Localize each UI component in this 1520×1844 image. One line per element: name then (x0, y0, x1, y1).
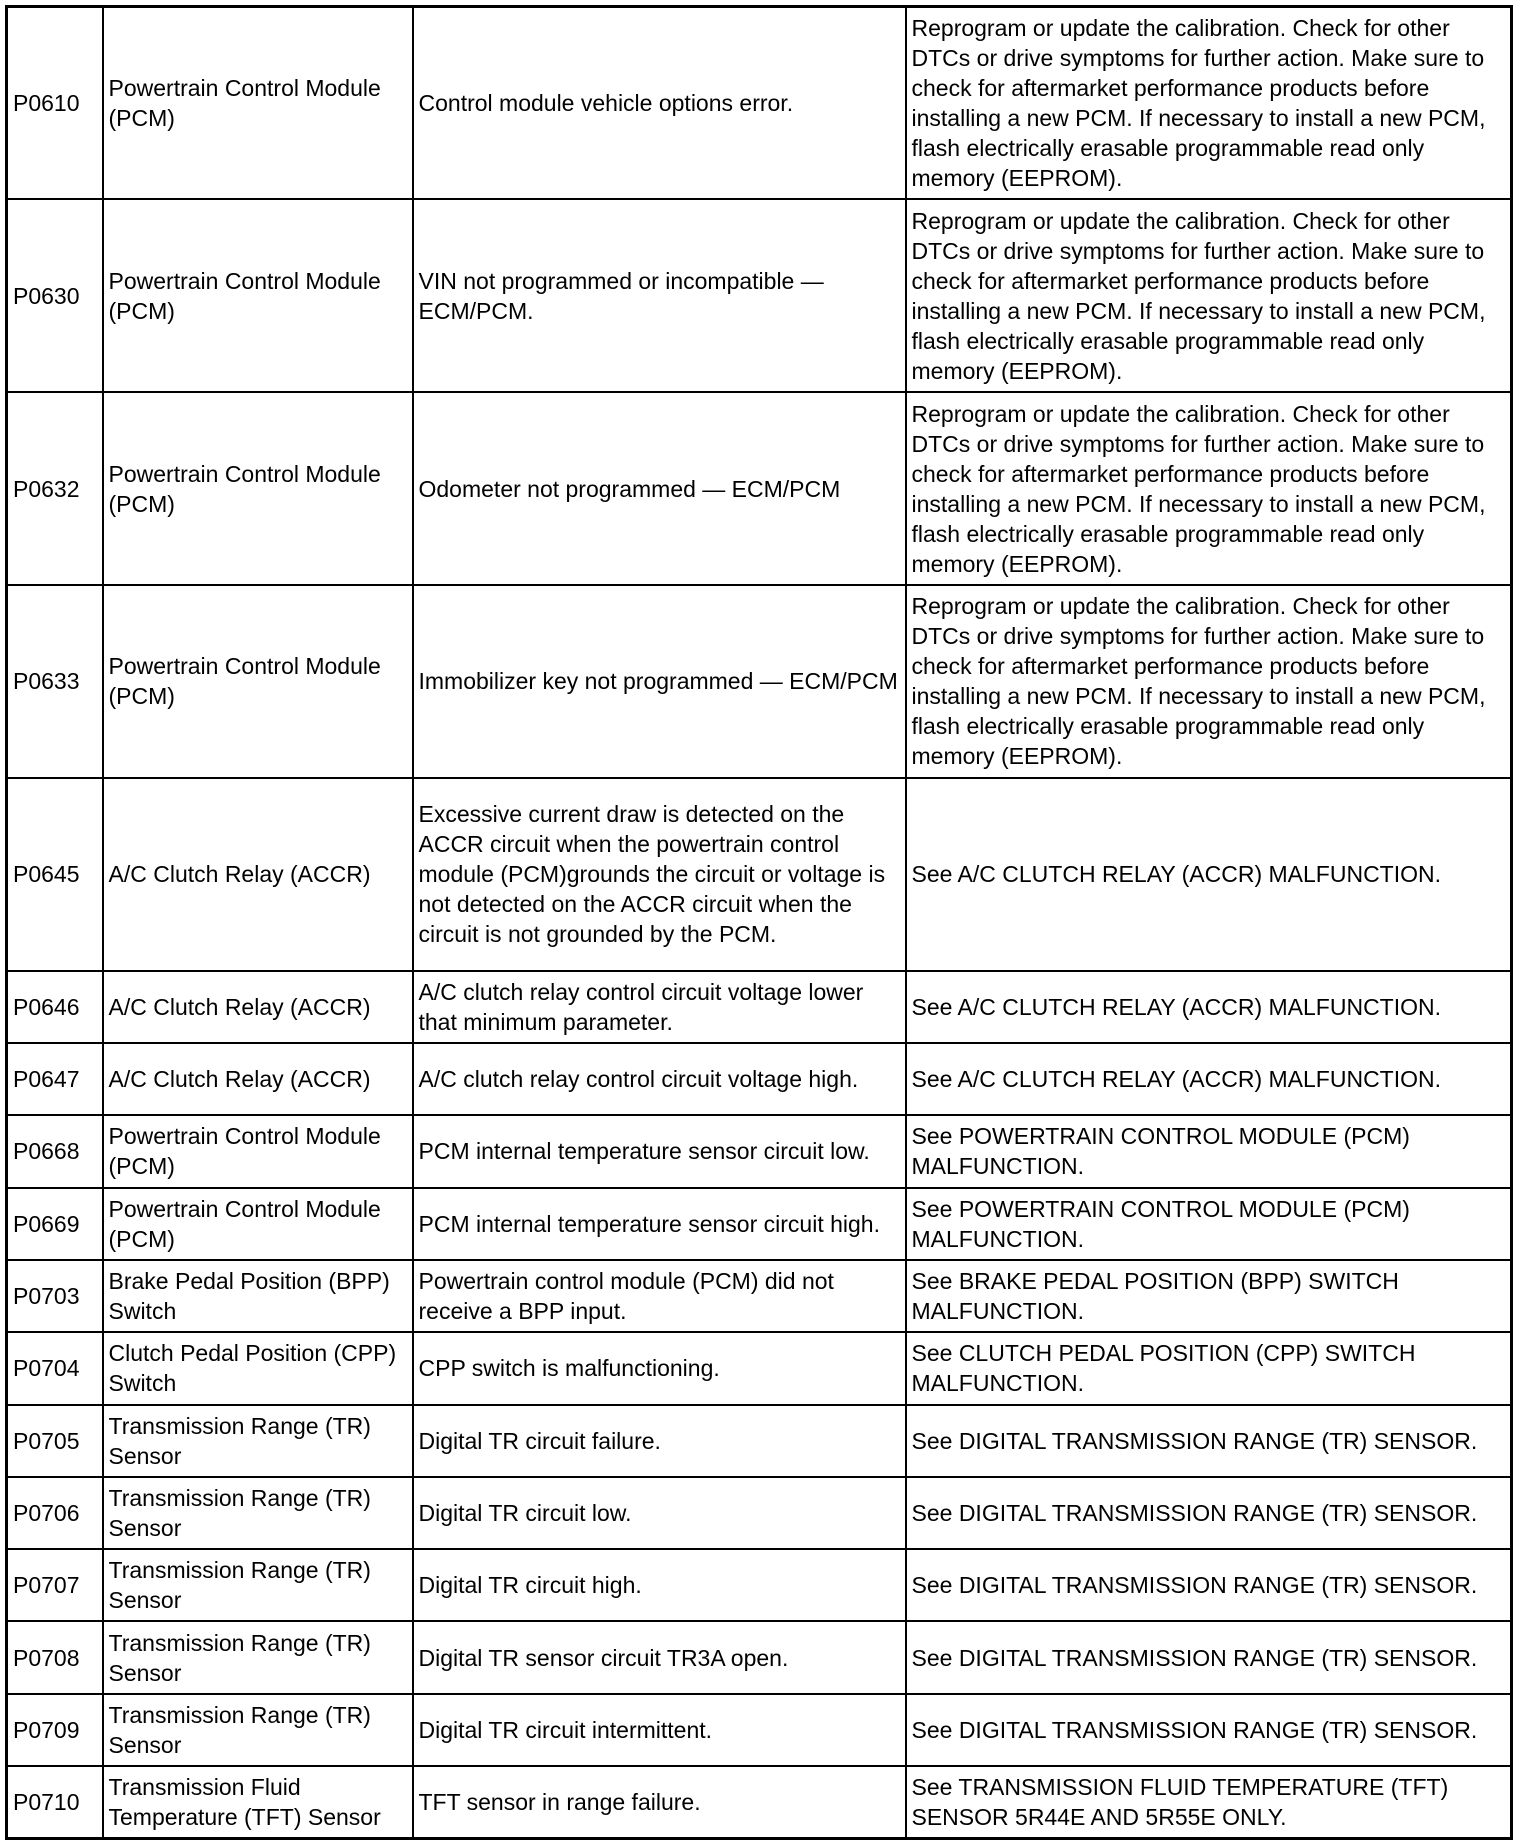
action-cell: See A/C CLUTCH RELAY (ACCR) MALFUNCTION. (906, 1043, 1512, 1115)
description-cell: Control module vehicle options error. (413, 7, 906, 200)
action-cell: See POWERTRAIN CONTROL MODULE (PCM) MALFUNCTION. (906, 1188, 1512, 1260)
table-row (7, 1405, 1512, 1477)
description-cell: Excessive current draw is detected on the ACCR circuit when the powertrain control module (PCM)grounds the circuit or voltage is not detected on the ACCR circuit when the circuit is not grounded by the PCM. (413, 778, 906, 971)
dtc-code-cell: P0704 (7, 1332, 103, 1404)
table-row (7, 392, 1512, 585)
system-cell: Transmission Range (TR) Sensor (103, 1549, 413, 1621)
system-cell: Powertrain Control Module (PCM) (103, 1188, 413, 1260)
description-cell: Digital TR sensor circuit TR3A open. (413, 1621, 906, 1693)
action-cell: See DIGITAL TRANSMISSION RANGE (TR) SENSOR. (906, 1694, 1512, 1766)
table-row (7, 585, 1512, 778)
description-cell: Powertrain control module (PCM) did not receive a BPP input. (413, 1260, 906, 1332)
table-row (7, 1332, 1512, 1404)
dtc-table-body (7, 7, 1512, 1839)
system-cell: Transmission Range (TR) Sensor (103, 1621, 413, 1693)
table-row (7, 1477, 1512, 1549)
dtc-code-cell: P0668 (7, 1115, 103, 1187)
description-cell: Digital TR circuit failure. (413, 1405, 906, 1477)
action-cell: See BRAKE PEDAL POSITION (BPP) SWITCH MALFUNCTION. (906, 1260, 1512, 1332)
description-cell: VIN not programmed or incompatible — ECM/PCM. (413, 199, 906, 392)
table-row (7, 1115, 1512, 1187)
table-row (7, 1549, 1512, 1621)
description-cell: Digital TR circuit high. (413, 1549, 906, 1621)
action-cell: Reprogram or update the calibration. Check for other DTCs or drive symptoms for further action. Make sure to check for aftermarket performance products before installing a new PCM. If necessary to install a new PCM, flash electrically erasable programmable read only memory (EEPROM). (906, 199, 1512, 392)
dtc-code-cell: P0669 (7, 1188, 103, 1260)
description-cell: A/C clutch relay control circuit voltage high. (413, 1043, 906, 1115)
dtc-code-cell: P0645 (7, 778, 103, 971)
system-cell: Clutch Pedal Position (CPP) Switch (103, 1332, 413, 1404)
description-cell: A/C clutch relay control circuit voltage lower that minimum parameter. (413, 971, 906, 1043)
dtc-code-cell: P0703 (7, 1260, 103, 1332)
table-row (7, 1766, 1512, 1838)
action-cell: See POWERTRAIN CONTROL MODULE (PCM) MALFUNCTION. (906, 1115, 1512, 1187)
system-cell: Powertrain Control Module (PCM) (103, 392, 413, 585)
system-cell: Transmission Range (TR) Sensor (103, 1405, 413, 1477)
description-cell: CPP switch is malfunctioning. (413, 1332, 906, 1404)
table-row (7, 971, 1512, 1043)
dtc-code-cell: P0632 (7, 392, 103, 585)
dtc-code-cell: P0706 (7, 1477, 103, 1549)
action-cell: See TRANSMISSION FLUID TEMPERATURE (TFT) SENSOR 5R44E AND 5R55E ONLY. (906, 1766, 1512, 1838)
action-cell: Reprogram or update the calibration. Check for other DTCs or drive symptoms for further action. Make sure to check for aftermarket performance products before installing a new PCM. If necessary to install a new PCM, flash electrically erasable programmable read only memory (EEPROM). (906, 7, 1512, 200)
description-cell: PCM internal temperature sensor circuit low. (413, 1115, 906, 1187)
dtc-code-cell: P0646 (7, 971, 103, 1043)
system-cell: A/C Clutch Relay (ACCR) (103, 778, 413, 971)
action-cell: Reprogram or update the calibration. Check for other DTCs or drive symptoms for further action. Make sure to check for aftermarket performance products before installing a new PCM. If necessary to install a new PCM, flash electrically erasable programmable read only memory (EEPROM). (906, 585, 1512, 778)
dtc-code-cell: P0610 (7, 7, 103, 200)
table-row (7, 1188, 1512, 1260)
description-cell: Digital TR circuit intermittent. (413, 1694, 906, 1766)
table-row (7, 7, 1512, 200)
action-cell: Reprogram or update the calibration. Check for other DTCs or drive symptoms for further action. Make sure to check for aftermarket performance products before installing a new PCM. If necessary to install a new PCM, flash electrically erasable programmable read only memory (EEPROM). (906, 392, 1512, 585)
dtc-table-page (5, 5, 1510, 1840)
system-cell: Powertrain Control Module (PCM) (103, 199, 413, 392)
action-cell: See A/C CLUTCH RELAY (ACCR) MALFUNCTION. (906, 778, 1512, 971)
table-row (7, 778, 1512, 971)
dtc-code-cell: P0633 (7, 585, 103, 778)
system-cell: Powertrain Control Module (PCM) (103, 7, 413, 200)
description-cell: Immobilizer key not programmed — ECM/PCM (413, 585, 906, 778)
system-cell: Transmission Range (TR) Sensor (103, 1694, 413, 1766)
system-cell: Transmission Range (TR) Sensor (103, 1477, 413, 1549)
system-cell: Powertrain Control Module (PCM) (103, 585, 413, 778)
action-cell: See DIGITAL TRANSMISSION RANGE (TR) SENSOR. (906, 1477, 1512, 1549)
system-cell: A/C Clutch Relay (ACCR) (103, 1043, 413, 1115)
table-row (7, 1043, 1512, 1115)
dtc-code-cell: P0630 (7, 199, 103, 392)
description-cell: PCM internal temperature sensor circuit high. (413, 1188, 906, 1260)
action-cell: See DIGITAL TRANSMISSION RANGE (TR) SENSOR. (906, 1549, 1512, 1621)
table-row (7, 1694, 1512, 1766)
description-cell: Digital TR circuit low. (413, 1477, 906, 1549)
dtc-code-cell: P0707 (7, 1549, 103, 1621)
action-cell: See A/C CLUTCH RELAY (ACCR) MALFUNCTION. (906, 971, 1512, 1043)
table-row (7, 199, 1512, 392)
system-cell: A/C Clutch Relay (ACCR) (103, 971, 413, 1043)
dtc-code-cell: P0710 (7, 1766, 103, 1838)
system-cell: Transmission Fluid Temperature (TFT) Sensor (103, 1766, 413, 1838)
table-row (7, 1260, 1512, 1332)
system-cell: Powertrain Control Module (PCM) (103, 1115, 413, 1187)
system-cell: Brake Pedal Position (BPP) Switch (103, 1260, 413, 1332)
action-cell: See CLUTCH PEDAL POSITION (CPP) SWITCH MALFUNCTION. (906, 1332, 1512, 1404)
description-cell: Odometer not programmed — ECM/PCM (413, 392, 906, 585)
description-cell: TFT sensor in range failure. (413, 1766, 906, 1838)
action-cell: See DIGITAL TRANSMISSION RANGE (TR) SENSOR. (906, 1621, 1512, 1693)
action-cell: See DIGITAL TRANSMISSION RANGE (TR) SENSOR. (906, 1405, 1512, 1477)
table-row (7, 1621, 1512, 1693)
dtc-code-cell: P0647 (7, 1043, 103, 1115)
dtc-table (5, 5, 1513, 1840)
dtc-code-cell: P0705 (7, 1405, 103, 1477)
dtc-code-cell: P0709 (7, 1694, 103, 1766)
dtc-code-cell: P0708 (7, 1621, 103, 1693)
